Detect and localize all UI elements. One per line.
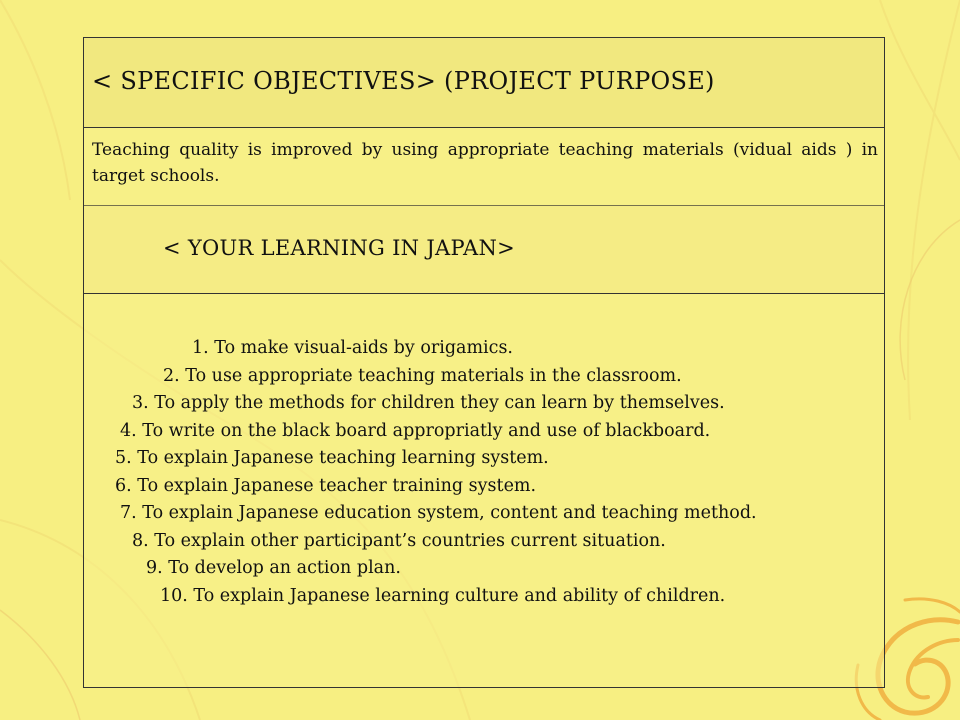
learning-item: 8. To explain other participant’s countries current situation. xyxy=(132,530,666,551)
content-table xyxy=(83,37,885,688)
learning-item: 4. To write on the black board appropriatly and use of blackboard. xyxy=(120,420,711,441)
learning-item: 2. To use appropriate teaching materials in the classroom. xyxy=(163,365,682,386)
learning-heading-row xyxy=(84,205,884,293)
learning-body-row xyxy=(84,293,884,689)
objectives-text: Teaching quality is improved by using appropriate teaching materials (vidual aids ) in target schools. xyxy=(92,140,878,186)
objectives-heading: < SPECIFIC OBJECTIVES> (PROJECT PURPOSE) xyxy=(92,67,715,95)
learning-item: 1. To make visual-aids by origamics. xyxy=(192,338,513,358)
learning-list xyxy=(84,335,757,610)
objectives-body-row xyxy=(84,127,884,205)
learning-item: 7. To explain Japanese education system, content and teaching method. xyxy=(120,503,757,523)
learning-item: 9. To develop an action plan. xyxy=(146,558,401,578)
learning-item: 10. To explain Japanese learning culture and ability of children. xyxy=(160,585,726,606)
learning-heading: < YOUR LEARNING IN JAPAN> xyxy=(163,236,516,260)
learning-item: 5. To explain Japanese teaching learning system. xyxy=(115,448,549,468)
objectives-heading-row xyxy=(84,38,884,127)
learning-item: 6. To explain Japanese teacher training system. xyxy=(115,475,537,496)
learning-item: 3. To apply the methods for children they can learn by themselves. xyxy=(132,393,725,413)
